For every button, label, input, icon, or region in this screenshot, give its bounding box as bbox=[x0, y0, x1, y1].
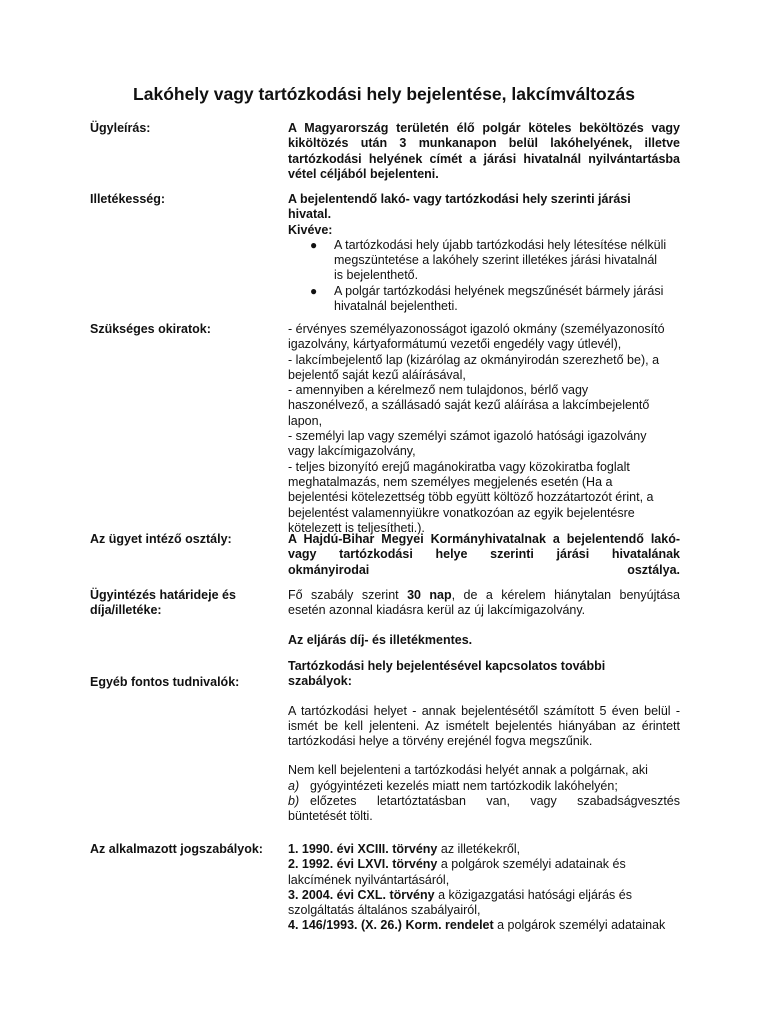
text-fragment: gyógyintézeti kezelés miatt nem tartózkodik lakóhelyén; bbox=[310, 778, 618, 793]
text-line bbox=[288, 779, 680, 794]
text-line: ismét be kell jelenteni. Az ismételt bejelentés hiányában az érintett bbox=[288, 718, 680, 733]
spacer bbox=[288, 749, 680, 763]
list-marker: a) bbox=[288, 778, 300, 793]
text-line: - lakcímbejelentő lap (kizárólag az okmányirodán szerezhető be), a bbox=[288, 352, 660, 367]
section-label: Illetékesség: bbox=[90, 192, 166, 206]
text-line: kötelezett is teljesítheti.). bbox=[288, 520, 425, 535]
text-line: - érvényes személyazonosságot igazoló okmány (személyazonosító bbox=[288, 322, 665, 336]
text-line: kiköltözés után 3 munkanapon belül lakóhelyének, illetve bbox=[288, 136, 680, 151]
law-description: az illetékekről, bbox=[437, 842, 521, 856]
text-line: esetén azonnal kiadásra kerül az új lakcímigazolvány. bbox=[288, 603, 586, 618]
text-line: hivatalnál bejelentheti. bbox=[334, 299, 458, 314]
text-line bbox=[288, 563, 680, 578]
section-label: Az alkalmazott jogszabályok: bbox=[90, 842, 263, 856]
law-title: 3. 2004. évi CXL. törvény bbox=[288, 887, 435, 902]
section-content bbox=[288, 192, 680, 314]
text-fragment: előzetes letartóztatásban van, vagy szabadságvesztés bbox=[310, 794, 680, 809]
section-label: Az ügyet intéző osztály: bbox=[90, 532, 232, 546]
text-line: A tartózkodási hely újabb tartózkodási hely létesítése nélküli bbox=[334, 237, 667, 252]
text-line: Kivéve: bbox=[288, 222, 333, 237]
law-item bbox=[288, 888, 680, 903]
law-title: 2. 1992. évi LXVI. törvény bbox=[288, 857, 438, 872]
text-line: igazolvány, kártyaformátumú vezetői engedély vagy útlevél), bbox=[288, 337, 622, 352]
text-line: A Magyarország területén élő polgár köteles beköltözés vagy bbox=[288, 121, 680, 135]
page-title: Lakóhely vagy tartózkodási hely bejelentése, lakcímváltozás bbox=[133, 84, 635, 104]
text-line: - amennyiben a kérelmező nem tulajdonos, bérlő vagy bbox=[288, 383, 589, 398]
law-title: 4. 146/1993. (X. 26.) Korm. rendelet bbox=[288, 918, 494, 933]
law-description: a közigazgatási hatósági eljárás és bbox=[434, 887, 632, 902]
text-line: vagy lakcímigazolvány, bbox=[288, 444, 416, 459]
law-item bbox=[288, 857, 680, 872]
text-fragment: Fő szabály szerint bbox=[288, 588, 408, 602]
text-line: - teljes bizonyító erejű magánokiratba vagy közokiratba foglalt bbox=[288, 459, 630, 474]
text-line: bejelentő saját kezű aláírásával, bbox=[288, 367, 466, 382]
text-line: lapon, bbox=[288, 413, 323, 428]
list-item bbox=[288, 284, 680, 315]
text-line: A polgár tartózkodási helyének megszűnését bármely járási bbox=[334, 283, 664, 298]
text-line: Az eljárás díj- és illetékmentes. bbox=[288, 632, 473, 647]
text-line: bejelentési kötelezettség több együtt költöző hozzátartozót érint, a bbox=[288, 490, 654, 505]
law-title: 1. 1990. évi XCIII. törvény bbox=[288, 842, 438, 856]
text-fragment: osztálya. bbox=[627, 562, 680, 577]
text-line bbox=[288, 588, 680, 603]
bullet-icon: ● bbox=[310, 283, 318, 298]
text-line: haszonélvező, a szállásadó saját kezű aláírása a lakcímbejelentő bbox=[288, 398, 650, 413]
text-line: tartózkodási helyének címét a járási hivatalnál nyilvántartásba bbox=[288, 151, 680, 166]
text-line: is bejelenthető. bbox=[334, 268, 419, 283]
section-content bbox=[288, 121, 680, 182]
section-content bbox=[288, 322, 680, 536]
text-line: megszüntetése a lakóhely szerint illetékes járási hivatalnál bbox=[334, 253, 658, 268]
law-item bbox=[288, 918, 680, 933]
section-label: Egyéb fontos tudnivalók: bbox=[90, 675, 240, 689]
section-content bbox=[288, 532, 680, 578]
section-label: Szükséges okiratok: bbox=[90, 322, 211, 336]
law-description: a polgárok személyi adatainak és bbox=[437, 857, 626, 872]
spacer bbox=[288, 619, 680, 633]
list-item bbox=[288, 238, 680, 284]
exception-list bbox=[288, 238, 680, 314]
text-line: büntetését tölti. bbox=[288, 809, 373, 824]
text-line: szabályok: bbox=[288, 674, 352, 689]
section-content bbox=[288, 588, 680, 648]
text-line: meghatalmazás, nem személyes megjelenés esetén (Ha a bbox=[288, 474, 613, 489]
text-line bbox=[288, 794, 680, 809]
text-line: Nem kell bejelenteni a tartózkodási helyét annak a polgárnak, aki bbox=[288, 763, 648, 778]
text-line: A Hajdú-Bihar Megyei Kormányhivatalnak a bejelentendő lakó- bbox=[288, 532, 680, 546]
list-marker: b) bbox=[288, 794, 300, 809]
spacer bbox=[288, 690, 680, 704]
text-line: - személyi lap vagy személyi számot igazoló hatósági igazolvány bbox=[288, 429, 647, 444]
text-fragment: okmányirodai bbox=[288, 562, 370, 577]
text-fragment: , de a kérelem hiánytalan benyújtása bbox=[451, 588, 680, 602]
section-label bbox=[90, 588, 275, 618]
text-line: szolgáltatás általános szabályairól, bbox=[288, 903, 481, 918]
section-label: Ügyleírás: bbox=[90, 121, 151, 135]
text-line: tartózkodási helye a törvény erejénél fogva megszűnik. bbox=[288, 734, 593, 749]
bullet-icon: ● bbox=[310, 237, 318, 252]
text-line: A tartózkodási helyet - annak bejelentésétől számított 5 éven belül - bbox=[288, 703, 680, 718]
text-line: lakcímének nyilvántartásáról, bbox=[288, 872, 450, 887]
text-line: hivatal. bbox=[288, 207, 332, 222]
text-line: A bejelentendő lakó- vagy tartózkodási hely szerinti járási bbox=[288, 192, 631, 206]
label-line: Ügyintézés határideje és bbox=[90, 588, 236, 602]
text-line: vétel céljából bejelenteni. bbox=[288, 166, 439, 181]
text-line: Tartózkodási hely bejelentésével kapcsolatos további bbox=[288, 659, 606, 673]
text-line: vagy tartózkodási helye szerinti járási hivatalának bbox=[288, 547, 680, 562]
deadline-value: 30 nap bbox=[407, 588, 452, 602]
section-content bbox=[288, 659, 680, 825]
section-content bbox=[288, 842, 680, 934]
text-line: bejelentést valamennyiükre vonatkozóan az egyik bejelentésre bbox=[288, 505, 635, 520]
law-item bbox=[288, 842, 680, 857]
label-line: díja/illetéke: bbox=[90, 603, 162, 617]
law-description: a polgárok személyi adatainak bbox=[493, 918, 666, 933]
